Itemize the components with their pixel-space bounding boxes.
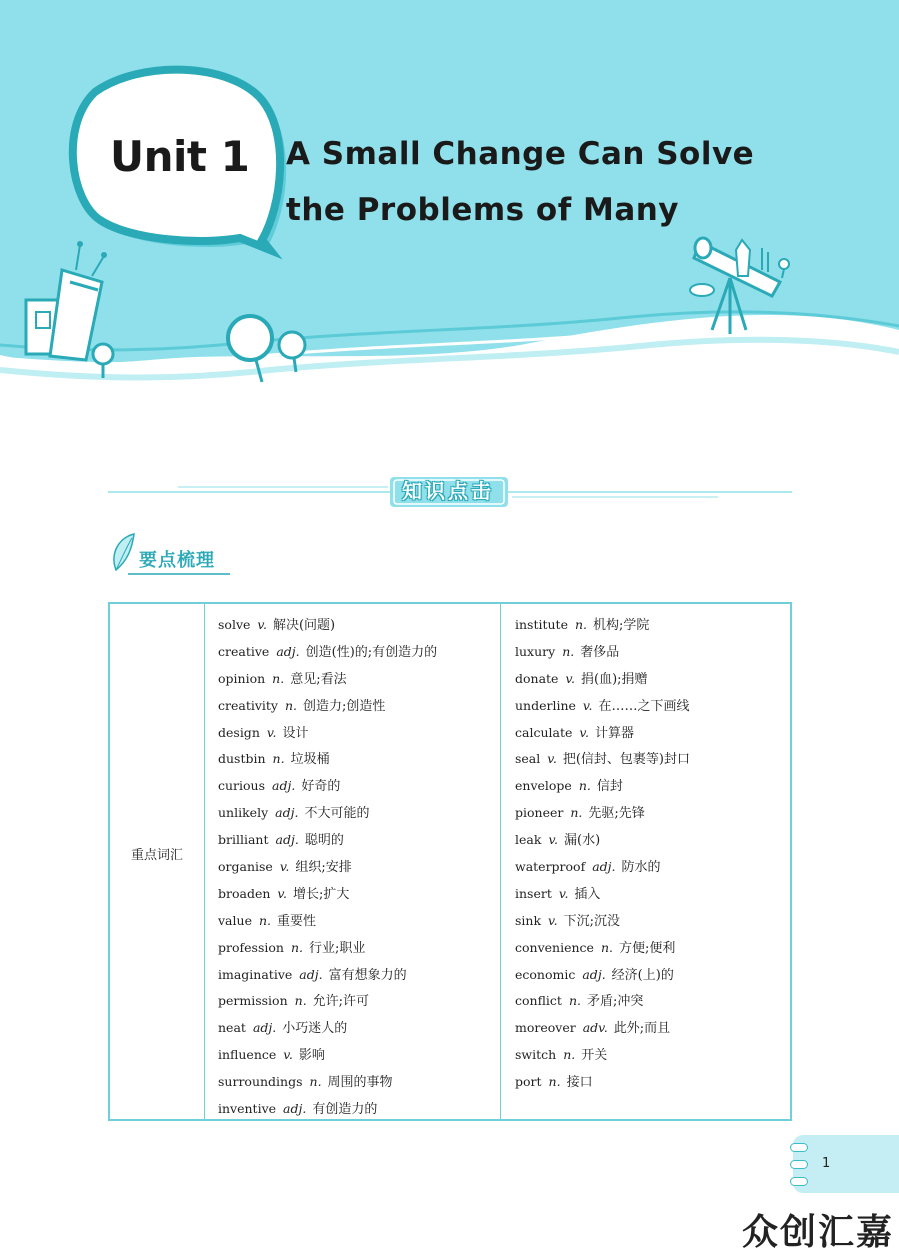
vocab-entry: brilliant adj. 聪明的	[218, 832, 344, 849]
vocab-entry: leak v. 漏(水)	[515, 832, 601, 849]
vocab-entry: surroundings n. 周围的事物	[218, 1074, 393, 1091]
section-banner-label: 知识点击	[402, 479, 494, 503]
vocab-entry: curious adj. 好奇的	[218, 778, 341, 795]
vocab-column-left	[218, 612, 437, 1123]
vocab-entry: economic adj. 经济(上)的	[515, 966, 674, 983]
vocab-entry: dustbin n. 垃圾桶	[218, 751, 330, 768]
vocab-entry: imaginative adj. 富有想象力的	[218, 966, 407, 983]
vocab-entry: donate v. 捐(血);捐赠	[515, 670, 648, 687]
binder-ring-icon	[790, 1177, 808, 1186]
vocab-entry: design v. 设计	[218, 724, 309, 741]
vocab-entry: calculate v. 计算器	[515, 724, 634, 741]
vocab-entry: switch n. 开关	[515, 1047, 608, 1064]
vocab-entry: unlikely adj. 不大可能的	[218, 805, 370, 822]
vocab-entry: luxury n. 奢侈品	[515, 643, 620, 660]
binder-ring-icon	[790, 1160, 808, 1169]
unit-title-line-1: A Small Change Can Solve	[286, 136, 755, 172]
vocab-entry: conflict n. 矛盾;冲突	[515, 993, 644, 1010]
vocab-entry: seal v. 把(信封、包裹等)封口	[515, 751, 690, 768]
vocab-entry: influence v. 影响	[218, 1047, 325, 1064]
vocab-entry: convenience n. 方便;便利	[515, 939, 676, 956]
vocab-entry: insert v. 插入	[515, 885, 601, 902]
vocab-entry: neat adj. 小巧迷人的	[218, 1020, 348, 1037]
vocab-entry: sink v. 下沉;沉没	[515, 912, 620, 929]
binder-ring-icon	[790, 1143, 808, 1152]
vocab-entry: moreover adv. 此外;而且	[515, 1020, 671, 1037]
sub-heading-label: 要点梳理	[139, 550, 215, 571]
watermark: 众创汇嘉	[742, 1212, 895, 1253]
vocab-entry: solve v. 解决(问题)	[218, 617, 336, 633]
table-divider	[204, 604, 205, 1119]
unit-title-line-2: the Problems of Many	[286, 192, 680, 228]
table-divider	[500, 604, 501, 1119]
vocab-entry: value n. 重要性	[218, 912, 317, 929]
page-number-tab	[793, 1135, 899, 1193]
vocab-entry: inventive adj. 有创造力的	[218, 1101, 378, 1118]
vocab-entry: envelope n. 信封	[515, 778, 623, 795]
vocab-entry: organise v. 组织;安排	[218, 859, 352, 876]
vocab-entry: profession n. 行业;职业	[218, 939, 366, 956]
vocabulary-table	[108, 602, 792, 1121]
vocab-entry: waterproof adj. 防水的	[515, 859, 661, 876]
vocab-entry: port n. 接口	[515, 1074, 593, 1091]
vocab-entry: underline v. 在……之下画线	[515, 697, 690, 714]
table-category: 重点词汇	[130, 848, 183, 863]
vocab-entry: broaden v. 增长;扩大	[218, 885, 350, 902]
unit-label: Unit 1	[110, 132, 250, 181]
vocab-entry: pioneer n. 先驱;先锋	[515, 805, 645, 822]
vocab-entry: opinion n. 意见;看法	[218, 670, 347, 687]
vocab-entry: creative adj. 创造(性)的;有创造力的	[218, 643, 438, 660]
page-number: 1	[822, 1156, 831, 1171]
vocab-column-right	[515, 612, 690, 1096]
vocab-entry: permission n. 允许;许可	[218, 993, 370, 1010]
vocab-entry: institute n. 机构;学院	[515, 617, 650, 633]
vocab-entry: creativity n. 创造力;创造性	[218, 697, 386, 714]
